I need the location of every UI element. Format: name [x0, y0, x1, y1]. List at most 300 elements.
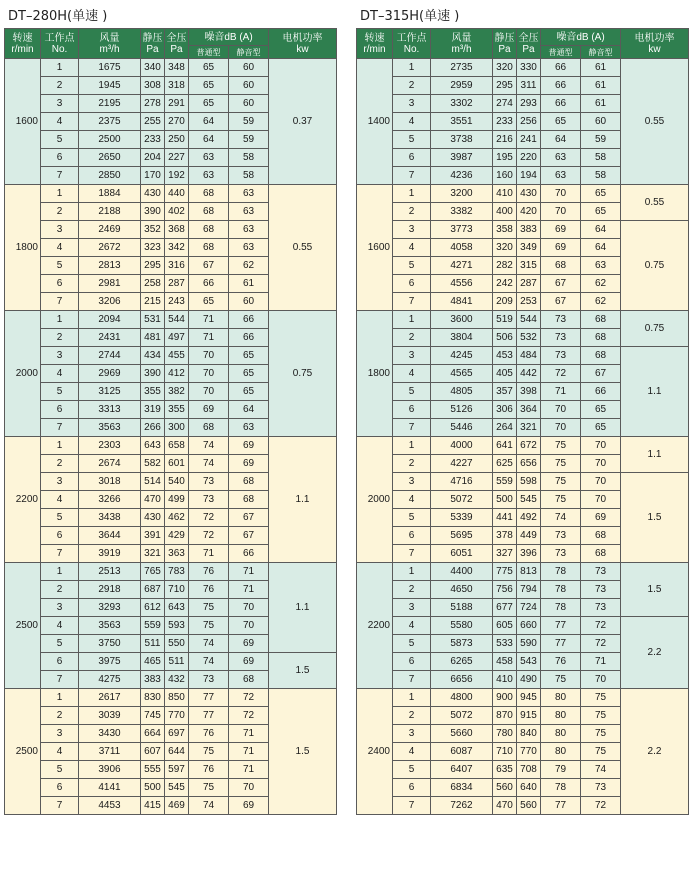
total-pressure-cell: 543	[517, 653, 541, 671]
noise-normal-cell: 63	[541, 149, 581, 167]
total-pressure-cell: 227	[165, 149, 189, 167]
static-pressure-cell: 204	[141, 149, 165, 167]
static-pressure-cell: 308	[141, 77, 165, 95]
noise-normal-cell: 73	[541, 311, 581, 329]
total-pressure-cell: 311	[517, 77, 541, 95]
airflow-cell: 3600	[431, 311, 493, 329]
noise-normal-cell: 72	[189, 509, 229, 527]
noise-normal-cell: 74	[541, 509, 581, 527]
total-pressure-cell: 300	[165, 419, 189, 437]
noise-normal-cell: 75	[541, 437, 581, 455]
total-pressure-cell: 420	[517, 203, 541, 221]
point-cell: 3	[393, 95, 431, 113]
noise-quiet-cell: 64	[581, 221, 621, 239]
airflow-cell: 2981	[79, 275, 141, 293]
static-pressure-cell: 687	[141, 581, 165, 599]
static-pressure-cell: 481	[141, 329, 165, 347]
total-pressure-cell: 550	[165, 635, 189, 653]
noise-quiet-cell: 71	[229, 581, 269, 599]
point-cell: 4	[41, 239, 79, 257]
static-pressure-cell: 559	[493, 473, 517, 491]
total-pressure-cell: 348	[165, 59, 189, 77]
total-pressure-cell: 484	[517, 347, 541, 365]
noise-normal-cell: 68	[189, 239, 229, 257]
total-pressure-cell: 511	[165, 653, 189, 671]
point-cell: 2	[393, 329, 431, 347]
airflow-cell: 3206	[79, 293, 141, 311]
point-cell: 6	[393, 149, 431, 167]
speed-cell: 2500	[5, 563, 41, 689]
noise-quiet-cell: 71	[229, 563, 269, 581]
static-pressure-cell: 441	[493, 509, 517, 527]
power-cell: 1.1	[621, 437, 689, 473]
total-pressure-cell: 590	[517, 635, 541, 653]
airflow-cell: 4650	[431, 581, 493, 599]
static-pressure-cell: 266	[141, 419, 165, 437]
noise-normal-cell: 75	[541, 491, 581, 509]
static-pressure-cell: 320	[493, 239, 517, 257]
airflow-cell: 4805	[431, 383, 493, 401]
total-pressure-cell: 383	[517, 221, 541, 239]
table-row	[5, 311, 337, 329]
noise-quiet-cell: 58	[581, 149, 621, 167]
noise-normal-cell: 79	[541, 761, 581, 779]
total-pressure-cell: 915	[517, 707, 541, 725]
airflow-cell: 3975	[79, 653, 141, 671]
static-pressure-cell: 531	[141, 311, 165, 329]
table-row	[357, 437, 689, 455]
table-row	[357, 617, 689, 635]
noise-quiet-cell: 59	[229, 113, 269, 131]
power-cell: 1.1	[269, 437, 337, 563]
table-row	[357, 563, 689, 581]
point-cell: 4	[393, 491, 431, 509]
noise-quiet-cell: 68	[581, 347, 621, 365]
noise-normal-cell: 73	[189, 491, 229, 509]
noise-quiet-cell: 63	[229, 203, 269, 221]
total-pressure-cell: 490	[517, 671, 541, 689]
noise-quiet-cell: 62	[581, 275, 621, 293]
airflow-cell: 3987	[431, 149, 493, 167]
static-pressure-cell: 242	[493, 275, 517, 293]
airflow-cell: 3773	[431, 221, 493, 239]
noise-quiet-cell: 60	[229, 77, 269, 95]
noise-quiet-cell: 68	[581, 311, 621, 329]
airflow-cell: 2650	[79, 149, 141, 167]
noise-normal-cell: 78	[541, 563, 581, 581]
static-pressure-cell: 327	[493, 545, 517, 563]
noise-quiet-cell: 64	[229, 401, 269, 419]
static-pressure-cell: 410	[493, 185, 517, 203]
noise-normal-cell: 78	[541, 779, 581, 797]
airflow-cell: 4556	[431, 275, 493, 293]
airflow-cell: 2672	[79, 239, 141, 257]
noise-quiet-cell: 73	[581, 599, 621, 617]
point-cell: 7	[41, 293, 79, 311]
noise-quiet-cell: 70	[581, 671, 621, 689]
static-pressure-cell: 559	[141, 617, 165, 635]
airflow-cell: 3906	[79, 761, 141, 779]
static-pressure-cell: 319	[141, 401, 165, 419]
noise-quiet-cell: 61	[581, 77, 621, 95]
total-pressure-cell: 469	[165, 797, 189, 815]
point-cell: 1	[393, 563, 431, 581]
noise-normal-cell: 70	[541, 401, 581, 419]
noise-quiet-cell: 58	[229, 149, 269, 167]
noise-normal-cell: 69	[541, 239, 581, 257]
noise-quiet-cell: 70	[581, 455, 621, 473]
noise-normal-cell: 73	[189, 473, 229, 491]
static-pressure-cell: 506	[493, 329, 517, 347]
noise-quiet-cell: 65	[229, 365, 269, 383]
airflow-cell: 6265	[431, 653, 493, 671]
noise-normal-cell: 67	[541, 275, 581, 293]
total-pressure-cell: 560	[517, 797, 541, 815]
point-cell: 1	[393, 311, 431, 329]
static-pressure-cell: 390	[141, 203, 165, 221]
airflow-cell: 3018	[79, 473, 141, 491]
static-pressure-cell: 605	[493, 617, 517, 635]
total-pressure-cell: 593	[165, 617, 189, 635]
total-pressure-cell: 256	[517, 113, 541, 131]
total-pressure-cell: 430	[517, 185, 541, 203]
noise-normal-cell: 78	[541, 581, 581, 599]
airflow-cell: 2303	[79, 437, 141, 455]
static-pressure-cell: 274	[493, 95, 517, 113]
noise-quiet-cell: 63	[229, 239, 269, 257]
noise-normal-cell: 73	[541, 545, 581, 563]
point-cell: 1	[393, 59, 431, 77]
noise-quiet-cell: 65	[581, 203, 621, 221]
airflow-cell: 3919	[79, 545, 141, 563]
static-pressure-cell: 391	[141, 527, 165, 545]
table-row	[5, 563, 337, 581]
static-pressure-cell: 756	[493, 581, 517, 599]
airflow-cell: 2500	[79, 131, 141, 149]
point-cell: 7	[41, 671, 79, 689]
total-pressure-cell: 540	[165, 473, 189, 491]
total-pressure-cell: 783	[165, 563, 189, 581]
point-cell: 5	[393, 635, 431, 653]
noise-quiet-cell: 62	[229, 257, 269, 275]
noise-quiet-cell: 60	[229, 59, 269, 77]
airflow-cell: 3711	[79, 743, 141, 761]
point-cell: 5	[393, 509, 431, 527]
point-cell: 2	[41, 77, 79, 95]
airflow-cell: 5446	[431, 419, 493, 437]
noise-normal-cell: 80	[541, 725, 581, 743]
total-pressure-cell: 813	[517, 563, 541, 581]
noise-quiet-cell: 61	[581, 59, 621, 77]
speed-cell: 1400	[357, 59, 393, 185]
airflow-cell: 1945	[79, 77, 141, 95]
speed-cell: 1600	[357, 185, 393, 311]
noise-quiet-cell: 70	[581, 491, 621, 509]
total-pressure-cell: 412	[165, 365, 189, 383]
noise-quiet-cell: 75	[581, 689, 621, 707]
static-pressure-cell: 677	[493, 599, 517, 617]
airflow-cell: 4227	[431, 455, 493, 473]
point-header: 工作点 No.	[393, 29, 431, 59]
total-pressure-cell: 770	[165, 707, 189, 725]
noise-normal-cell: 64	[189, 131, 229, 149]
noise-normal-cell: 74	[189, 653, 229, 671]
static-pressure-cell: 434	[141, 347, 165, 365]
table-title: DT–315H(单速 )	[360, 9, 460, 24]
noise-normal-cell: 76	[189, 761, 229, 779]
noise-quiet-cell: 59	[229, 131, 269, 149]
airflow-cell: 5339	[431, 509, 493, 527]
noise-normal-cell: 72	[189, 527, 229, 545]
noise-normal-cell: 76	[541, 653, 581, 671]
noise-normal-cell: 68	[189, 221, 229, 239]
airflow-cell: 2469	[79, 221, 141, 239]
airflow-cell: 4245	[431, 347, 493, 365]
noise-quiet-cell: 70	[581, 473, 621, 491]
static-pressure-cell: 470	[141, 491, 165, 509]
static-pressure-cell: 357	[493, 383, 517, 401]
noise-normal-cell: 71	[189, 311, 229, 329]
airflow-cell: 4453	[79, 797, 141, 815]
static-pressure-cell: 625	[493, 455, 517, 473]
point-cell: 4	[393, 113, 431, 131]
point-cell: 2	[393, 77, 431, 95]
static-pressure-cell: 255	[141, 113, 165, 131]
airflow-cell: 3644	[79, 527, 141, 545]
noise-quiet-cell: 65	[581, 401, 621, 419]
total-pressure-cell: 432	[165, 671, 189, 689]
noise-normal-cell: 76	[189, 581, 229, 599]
airflow-cell: 4275	[79, 671, 141, 689]
static-pressure-cell: 458	[493, 653, 517, 671]
total-pressure-cell: 349	[517, 239, 541, 257]
static-pressure-cell: 160	[493, 167, 517, 185]
static-pressure-cell: 355	[141, 383, 165, 401]
static-pressure-cell: 390	[141, 365, 165, 383]
static-pressure-cell: 664	[141, 725, 165, 743]
noise-header: 噪音dB (A)	[541, 29, 621, 46]
static-pressure-cell: 745	[141, 707, 165, 725]
total-pressure-cell: 656	[517, 455, 541, 473]
point-cell: 3	[41, 95, 79, 113]
noise-quiet-cell: 61	[229, 275, 269, 293]
total-pressure-cell: 544	[165, 311, 189, 329]
airflow-cell: 2094	[79, 311, 141, 329]
total-pressure-cell: 945	[517, 689, 541, 707]
noise-normal-cell: 68	[189, 185, 229, 203]
noise-normal-cell: 70	[541, 185, 581, 203]
power-cell: 0.55	[621, 59, 689, 185]
total-pressure-cell: 364	[517, 401, 541, 419]
total-pressure-cell: 708	[517, 761, 541, 779]
static-pressure-cell: 830	[141, 689, 165, 707]
static-pressure-cell: 765	[141, 563, 165, 581]
noise-normal-cell: 75	[189, 779, 229, 797]
total-pressure-cell: 492	[517, 509, 541, 527]
total-pressure-cell: 770	[517, 743, 541, 761]
total-pressure-cell: 601	[165, 455, 189, 473]
airflow-cell: 5580	[431, 617, 493, 635]
static-pressure-cell: 400	[493, 203, 517, 221]
airflow-cell: 3313	[79, 401, 141, 419]
total-pressure-cell: 330	[517, 59, 541, 77]
airflow-cell: 2744	[79, 347, 141, 365]
point-cell: 2	[393, 581, 431, 599]
noise-normal-cell: 65	[189, 59, 229, 77]
static-pressure-cell: 453	[493, 347, 517, 365]
static-pressure-cell: 582	[141, 455, 165, 473]
point-cell: 5	[41, 761, 79, 779]
noise-normal-cell: 70	[541, 419, 581, 437]
total-pressure-cell: 342	[165, 239, 189, 257]
table-row	[357, 689, 689, 707]
static-pressure-cell: 607	[141, 743, 165, 761]
point-cell: 1	[41, 311, 79, 329]
noise-quiet-cell: 73	[581, 779, 621, 797]
point-cell: 3	[393, 725, 431, 743]
point-cell: 6	[393, 527, 431, 545]
total-pressure-cell: 499	[165, 491, 189, 509]
noise-quiet-cell: 72	[581, 635, 621, 653]
airflow-cell: 5695	[431, 527, 493, 545]
power-cell: 0.37	[269, 59, 337, 185]
airflow-cell: 1675	[79, 59, 141, 77]
noise-quiet-cell: 68	[229, 473, 269, 491]
table-row	[357, 221, 689, 239]
noise-normal-cell: 74	[189, 437, 229, 455]
point-cell: 5	[41, 509, 79, 527]
noise-quiet-cell: 65	[581, 185, 621, 203]
performance-table	[356, 28, 689, 815]
noise-quiet-cell: 66	[229, 329, 269, 347]
total-pressure-cell: 644	[165, 743, 189, 761]
total-pressure-cell: 287	[165, 275, 189, 293]
total-pressure-cell: 545	[165, 779, 189, 797]
total-pressure-cell: 462	[165, 509, 189, 527]
airflow-cell: 5126	[431, 401, 493, 419]
airflow-cell: 2813	[79, 257, 141, 275]
airflow-cell: 4236	[431, 167, 493, 185]
noise-quiet-cell: 60	[229, 293, 269, 311]
static-pressure-cell: 405	[493, 365, 517, 383]
static-pressure-cell: 383	[141, 671, 165, 689]
noise-quiet-cell: 69	[229, 797, 269, 815]
static-pressure-cell: 282	[493, 257, 517, 275]
power-cell: 1.5	[621, 473, 689, 563]
noise-normal-cell: 71	[541, 383, 581, 401]
point-cell: 6	[393, 653, 431, 671]
noise-quiet-cell: 71	[229, 761, 269, 779]
total-pressure-cell: 243	[165, 293, 189, 311]
noise-normal-cell: 77	[189, 707, 229, 725]
static-pressure-cell: 533	[493, 635, 517, 653]
static-pressure-cell: 710	[493, 743, 517, 761]
noise-quiet-cell: 69	[581, 509, 621, 527]
point-cell: 3	[393, 473, 431, 491]
point-cell: 6	[41, 275, 79, 293]
airflow-cell: 3302	[431, 95, 493, 113]
speed-cell: 1800	[5, 185, 41, 311]
airflow-cell: 3200	[431, 185, 493, 203]
static-pressure-cell: 233	[493, 113, 517, 131]
power-cell: 1.1	[621, 347, 689, 437]
point-cell: 3	[41, 725, 79, 743]
total-pressure-cell: 382	[165, 383, 189, 401]
noise-normal-cell: 66	[541, 77, 581, 95]
noise-normal-cell: 73	[541, 329, 581, 347]
static-pressure-cell: 340	[141, 59, 165, 77]
noise-normal-cell: 69	[189, 401, 229, 419]
static-pressure-cell: 470	[493, 797, 517, 815]
static-pressure-cell: 170	[141, 167, 165, 185]
noise-normal-cell: 67	[541, 293, 581, 311]
static-pressure-cell: 465	[141, 653, 165, 671]
airflow-cell: 5072	[431, 707, 493, 725]
noise-normal-cell: 65	[189, 293, 229, 311]
noise-quiet-cell: 63	[229, 185, 269, 203]
total-pressure-cell: 402	[165, 203, 189, 221]
airflow-cell: 3293	[79, 599, 141, 617]
static-pressure-cell: 780	[493, 725, 517, 743]
noise-quiet-header: 静音型	[581, 46, 621, 59]
table-panel-dt315h	[356, 6, 688, 815]
noise-normal-cell: 74	[189, 797, 229, 815]
airflow-cell: 2188	[79, 203, 141, 221]
noise-normal-header: 普通型	[541, 46, 581, 59]
static-pressure-cell: 410	[493, 671, 517, 689]
point-cell: 6	[393, 275, 431, 293]
static-pressure-cell: 278	[141, 95, 165, 113]
airflow-cell: 3039	[79, 707, 141, 725]
point-cell: 3	[393, 599, 431, 617]
point-cell: 3	[393, 221, 431, 239]
noise-quiet-cell: 62	[581, 293, 621, 311]
point-cell: 7	[393, 419, 431, 437]
total-pressure-cell: 597	[165, 761, 189, 779]
point-cell: 7	[41, 167, 79, 185]
table-row	[5, 437, 337, 455]
airflow-cell: 1884	[79, 185, 141, 203]
point-cell: 6	[41, 653, 79, 671]
power-cell: 0.75	[621, 311, 689, 347]
static-pressure-cell: 216	[493, 131, 517, 149]
airflow-cell: 2735	[431, 59, 493, 77]
table-row	[5, 185, 337, 203]
point-cell: 2	[41, 329, 79, 347]
total-pressure-cell: 291	[165, 95, 189, 113]
point-cell: 7	[393, 797, 431, 815]
power-cell: 1.5	[269, 653, 337, 689]
static-pressure-cell: 378	[493, 527, 517, 545]
static-pressure-cell: 870	[493, 707, 517, 725]
airflow-cell: 2918	[79, 581, 141, 599]
total-pressure-cell: 194	[517, 167, 541, 185]
airflow-cell: 4400	[431, 563, 493, 581]
static-pressure-header: 静压 Pa	[493, 29, 517, 59]
table-panel-dt280h	[4, 6, 336, 815]
total-pressure-cell: 440	[165, 185, 189, 203]
noise-normal-cell: 70	[189, 347, 229, 365]
airflow-cell: 3551	[431, 113, 493, 131]
airflow-cell: 5660	[431, 725, 493, 743]
noise-normal-cell: 75	[541, 671, 581, 689]
airflow-cell: 5873	[431, 635, 493, 653]
power-cell: 1.1	[269, 563, 337, 653]
point-cell: 7	[393, 545, 431, 563]
noise-normal-cell: 71	[189, 329, 229, 347]
point-cell: 3	[41, 221, 79, 239]
static-pressure-cell: 775	[493, 563, 517, 581]
